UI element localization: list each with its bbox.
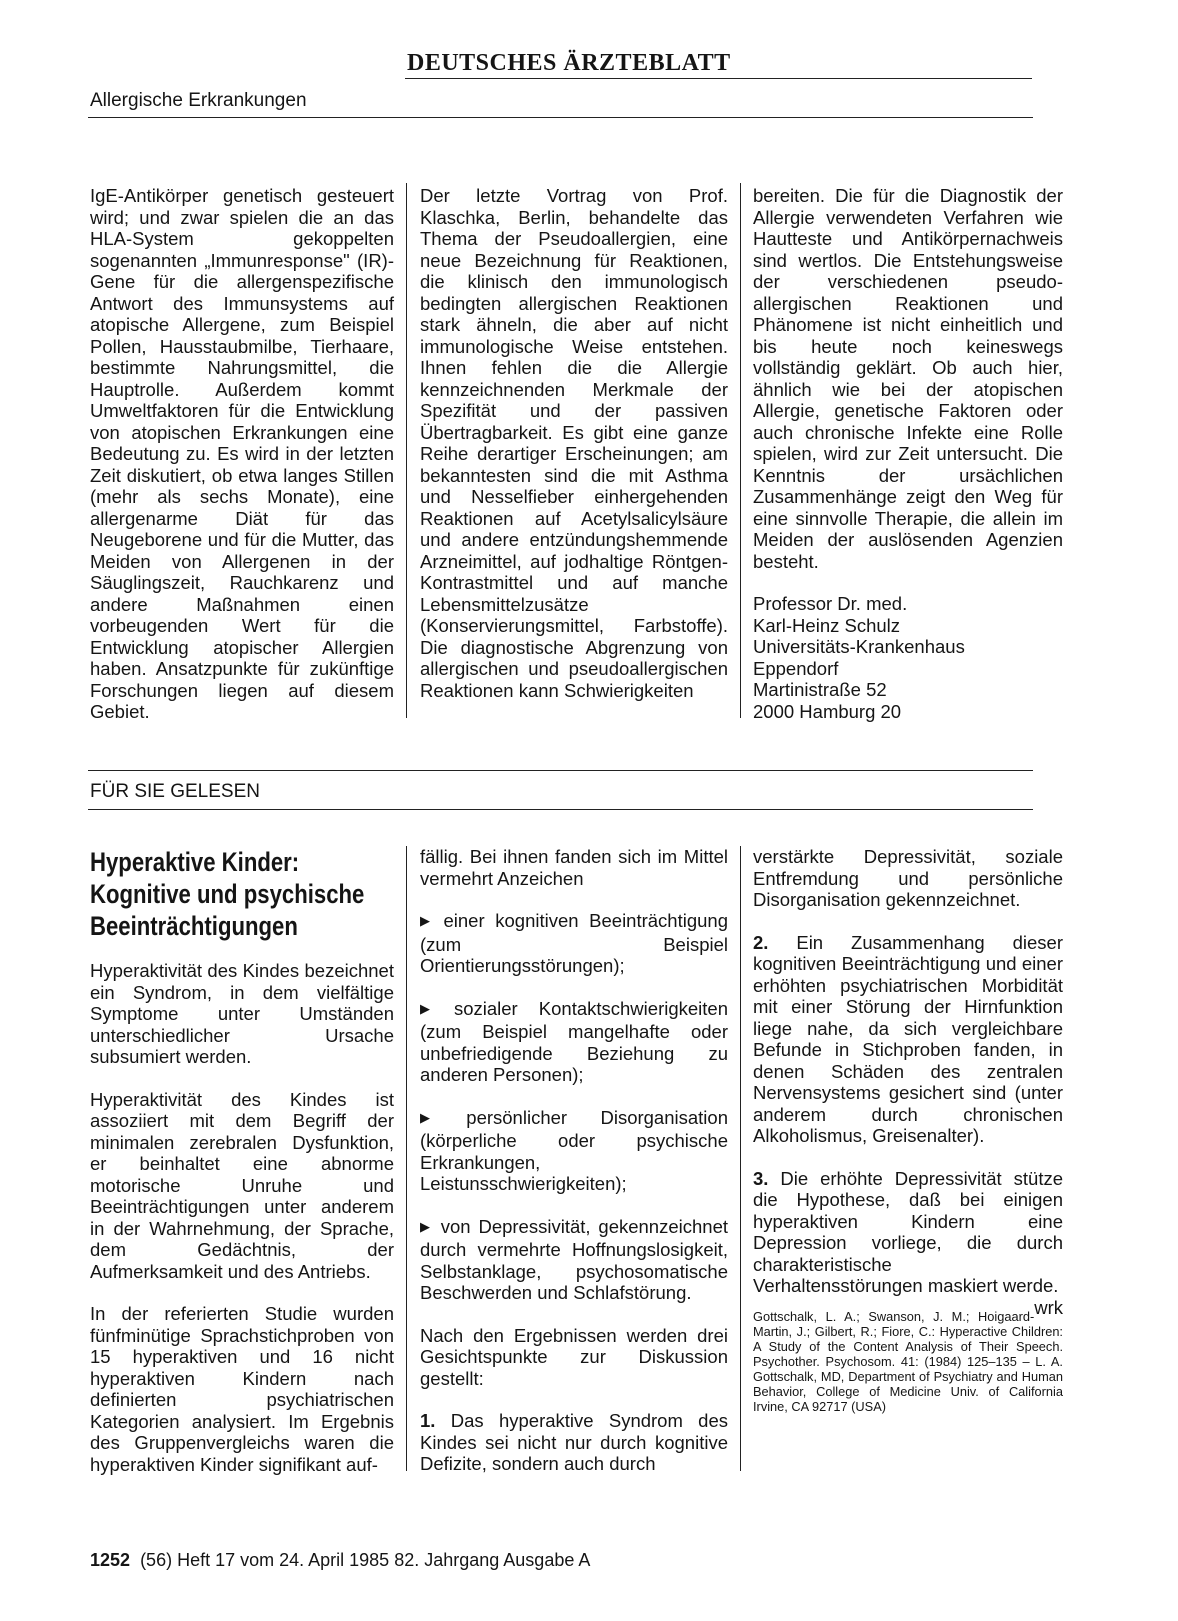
headline-line: Beeinträchtigungen	[90, 911, 298, 941]
paragraph: In der referierten Studie wurden fünfminütige Sprachstichproben von 15 hyperaktiven und 16 nicht hyperaktiven Kindern nach definierten psychiatrischen Kategorien analysiert. Im Ergebnis des Gruppenvergleichs waren die hyperaktiven Kinder signifikant auf-	[90, 1303, 394, 1475]
paragraph: IgE-Antikörper genetisch gesteuert wird; und zwar spielen die an das HLA-System gekoppelten sogenannten „Immunresponse" (IR)-Gene für die allergenspezifische Antwort des Immunsystems auf atopische Allergene, zum Beispiel Pollen, Hausstaubmilbe, Tierhaare, bestimmte Nahrungsmittel, die Hauptrolle. Außerdem kommt Umweltfaktoren für die Entwicklung von atopischen Erkrankungen eine Bedeutung zu. Es wird in der letzten Zeit diskutiert, ob etwa langes Stillen (mehr als sechs Monate), eine allergenarme Diät für das Neugeborene und für die Mutter, das Meiden von Allergenen in der Säuglingszeit, Rauchkarenz und andere Maßnahmen einen vorbeugenden Wert für die Entwicklung atopischer Allergien haben. Ansatzpunkte für zukünftige Forschungen liegen auf diesem Gebiet.	[90, 185, 394, 722]
point-text: Ein Zusammenhang dieser kognitiven Beeinträchtigung und einer erhöhten psychiatrischen Morbidität mit einer Störung der Hirnfunktion liege nahe, da sich vergleichbare Befunde in Stichproben fanden, in denen Schäden des zentralen Nervensystems gesichert sind (unter anderem durch chronischen Alkoholismus, Greisenalter).	[753, 931, 1063, 1146]
article-headline	[90, 846, 418, 942]
masthead: DEUTSCHES ÄRZTEBLATT	[407, 50, 731, 76]
page-footer	[90, 1550, 590, 1571]
paragraph: bereiten. Die für die Diagnostik der Allergie verwendeten Verfahren wie Hautteste und Antikörpernachweis sind wertlos. Die Entstehungsweise der verschiedenen pseudo-allergischen Reaktionen und Phänomene ist nicht einheitlich und bis heute noch keineswegs vollständig geklärt. Ob auch hier, ähnlich wie bei der atopischen Allergie, genetische Faktoren oder auch chronische Infekte eine Rolle spielen, wird zur Zeit untersucht. Die Kenntnis der ursächlichen Zusammenhänge zeigt den Weg für eine sinnvolle Therapie, die allein im Meiden der auslösenden Agenzien besteht.	[753, 185, 1063, 572]
column-divider	[740, 846, 741, 1471]
signature-line: 2000 Hamburg 20	[753, 700, 902, 722]
section-title: Allergische Erkrankungen	[90, 90, 307, 111]
point-text: Das hyperaktive Syndrom des Kindes sei nicht nur durch kognitive Defizite, sondern auch durch	[420, 1410, 729, 1474]
headline-line: Kognitive und psychische	[90, 879, 365, 909]
article1-column1	[90, 185, 394, 744]
article2-column3	[753, 846, 1063, 1414]
point-text: Die erhöhte Depressivität stütze die Hypothese, daß bei einigen hyperaktiven Kindern eine Depression vorliege, die durch charakteristische Verhaltensstörungen maskiert werde.	[753, 1167, 1063, 1296]
signature-line: Eppendorf	[753, 657, 839, 679]
paragraph: fällig. Bei ihnen fanden sich im Mittel vermehrt Anzeichen	[420, 846, 728, 889]
numbered-point	[420, 1410, 728, 1475]
headline-line: Hyperaktive Kinder:	[90, 847, 300, 877]
issue-info: (56) Heft 17 vom 24. April 1985 82. Jahrgang Ausgabe A	[140, 1550, 591, 1570]
paragraph: Hyperaktivität des Kindes ist assoziiert mit dem Begriff der minimalen zerebralen Dysfunktion, er beinhaltet eine abnorme motorische Unruhe und Beeinträchtigungen unter anderem in der Wahrnehmung, der Sprache, dem Gedächtnis, der Aufmerksamkeit und des Antriebs.	[90, 1088, 394, 1282]
article1-column2	[420, 185, 728, 722]
bullet-item: ▶ einer kognitiven Beeinträchtigung (zum Beispiel Orientierungsstörungen);	[420, 910, 728, 977]
article1-column3	[753, 185, 1063, 722]
signature-line: Professor Dr. med.	[753, 593, 908, 614]
bullet-item: ▶ persönlicher Disorganisation (körperliche oder psychische Erkrankungen, Leistunsschwierigkeiten);	[420, 1107, 728, 1195]
section-rule	[88, 809, 1033, 810]
section-rule	[88, 770, 1033, 771]
section-rule	[88, 117, 1033, 118]
signature-line: Martinistraße 52	[753, 679, 887, 700]
numbered-point	[753, 1167, 1063, 1318]
paragraph: Hyperaktivität des Kindes bezeichnet ein Syndrom, in dem vielfältige Symptome unter Umständen unterschiedlicher Ursache subsumiert werden.	[90, 960, 394, 1067]
paragraph: verstärkte Depressivität, soziale Entfremdung und persönliche Disorganisation gekennzeichnet.	[753, 846, 1063, 910]
column-divider	[406, 846, 407, 1471]
author-mark: wrk	[1034, 1296, 1063, 1318]
paragraph: Der letzte Vortrag von Prof. Klaschka, Berlin, behandelte das Thema der Pseudoallergien, eine neue Bezeichnung für Reaktionen, die klinisch den immunologisch bedingten allergischen Reaktionen stark ähneln, die aber auf nicht immunologische Weise entstehen. Ihnen fehlen die die Allergie kennzeichnenden Merkmale der Spezifität und der passiven Übertragbarkeit. Es gibt eine ganze Reihe derartiger Erscheinungen; am bekanntesten sind die mit Asthma und Nesselfieber einhergehenden Reaktionen auf Acetylsalicylsäure und andere entzündungshemmende Arzneimittel, auf jodhaltige Röntgen-Kontrastmittel und auf manche Lebensmittelzusätze (Konservierungsmittel, Farbstoffe). Die diagnostische Abgrenzung von allergischen und pseudoallergischen Reaktionen kann Schwierigkeiten	[420, 185, 728, 701]
point-number: 1.	[420, 1410, 436, 1431]
signature-line: Universitäts-Krankenhaus	[753, 636, 965, 657]
numbered-point	[753, 932, 1063, 1147]
author-signature	[753, 593, 1063, 722]
paragraph: Nach den Ergebnissen werden drei Gesichtspunkte zur Diskussion gestellt:	[420, 1324, 728, 1389]
point-number: 3.	[753, 1167, 769, 1189]
bullet-item: ▶ sozialer Kontaktschwierigkeiten (zum Beispiel mangelhafte oder unbefriedigende Beziehung zu anderen Personen);	[420, 998, 728, 1086]
page-number: 1252	[90, 1550, 131, 1570]
section-title: FÜR SIE GELESEN	[90, 781, 260, 802]
point-number: 2.	[753, 931, 769, 953]
masthead-rule	[405, 78, 1032, 79]
article2-column1	[90, 846, 394, 1496]
reference-citation: Gottschalk, L. A.; Swanson, J. M.; Hoigaard-Martin, J.; Gilbert, R.; Fiore, C.: Hyperactive Children: A Study of the Content Analysis of Their Speech. Psychother. Psychosom. 41: (1984) 125–135 – L. A. Gottschalk, MD, Department of Psychiatry and Human Behavior, College of Medicine Univ. of California Irvine, CA 92717 (USA)	[753, 1308, 1063, 1414]
bullet-item: ▶ von Depressivität, gekennzeichnet durch vermehrte Hoffnungslosigkeit, Selbstanklage, psychosomatische Beschwerden und Schlafstörung.	[420, 1216, 728, 1304]
column-divider	[740, 183, 741, 718]
article2-column2	[420, 846, 728, 1496]
column-divider	[406, 183, 407, 718]
signature-line: Karl-Heinz Schulz	[753, 614, 901, 636]
